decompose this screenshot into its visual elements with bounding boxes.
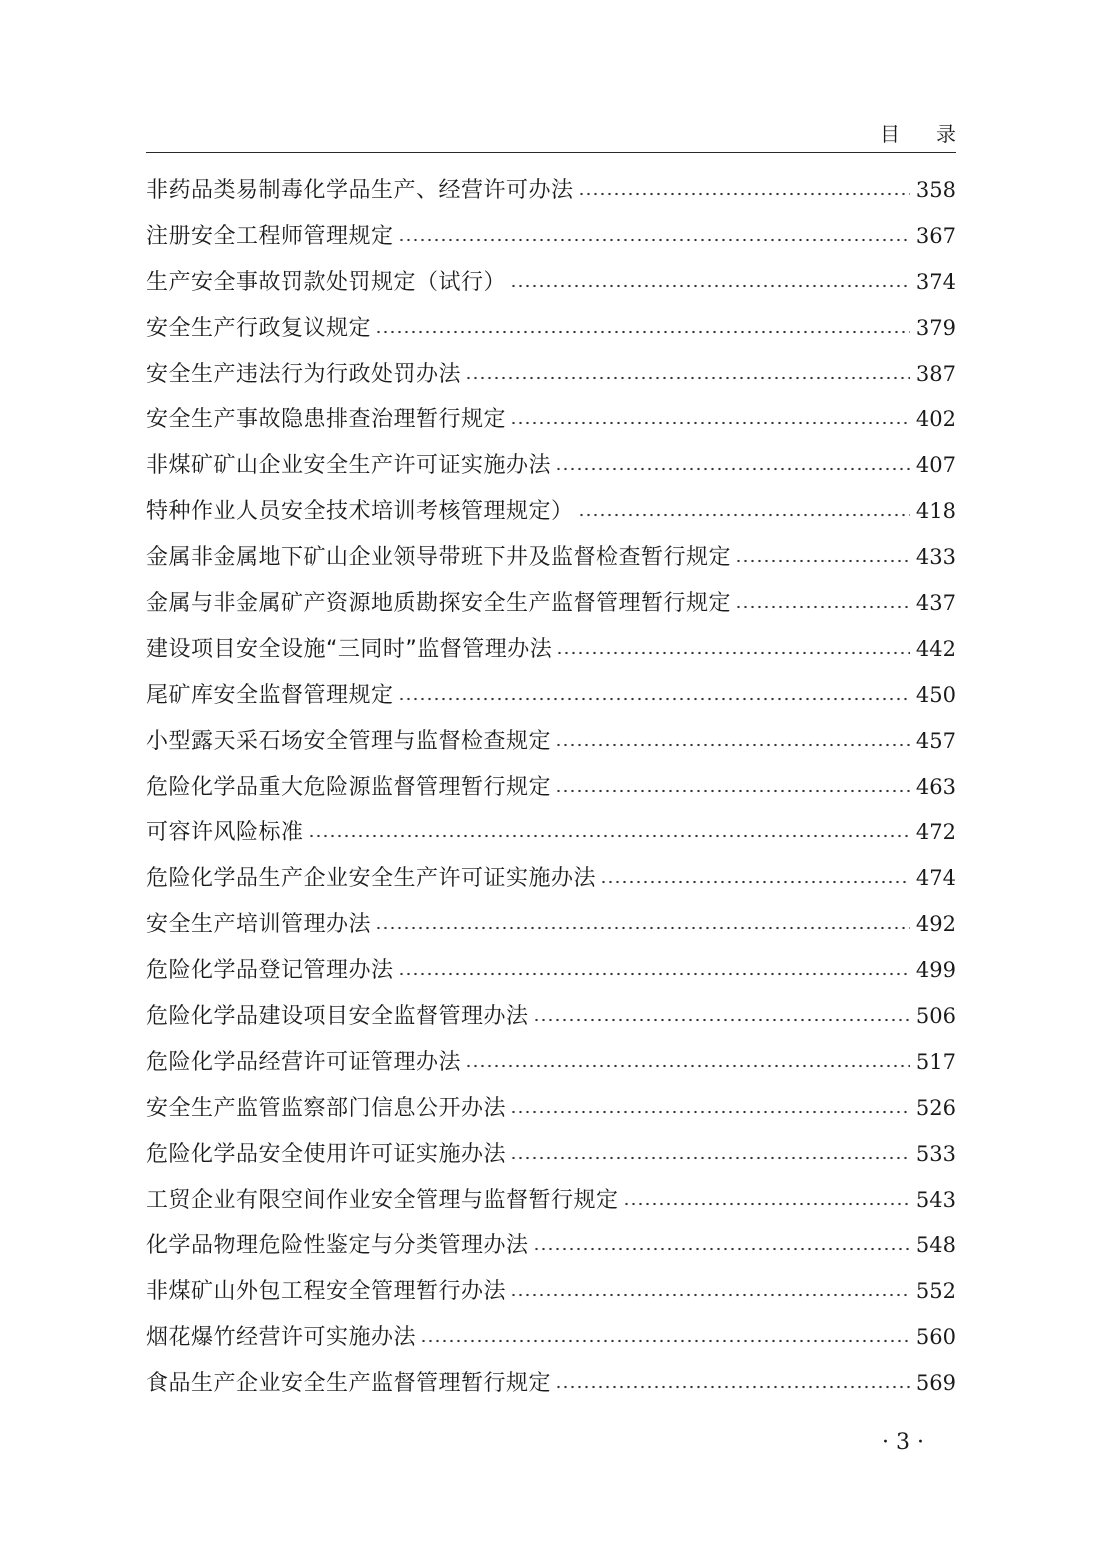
page-number: · 3 · [882, 1430, 924, 1455]
toc-entry-page: 474 [915, 866, 956, 891]
running-head-title: 目录 [880, 122, 992, 146]
dot-leader [375, 330, 910, 334]
toc-entry-page: 358 [915, 178, 956, 202]
toc-entry-title: 金属与非金属矿产资源地质勘探安全生产监督管理暂行规定 [146, 591, 732, 617]
toc-entry[interactable] [146, 168, 956, 214]
toc-entry-title: 非煤矿矿山企业安全生产许可证实施办法 [146, 453, 552, 479]
toc-entry-title: 可容许风险标准 [146, 820, 304, 846]
toc-entry[interactable] [146, 994, 956, 1040]
toc-entry-title: 危险化学品重大危险源监督管理暂行规定 [146, 774, 552, 800]
toc-entry[interactable] [146, 1361, 956, 1407]
toc-entry-title: 安全生产违法行为行政处罚办法 [146, 361, 462, 387]
toc-entry-page: 569 [915, 1371, 956, 1396]
toc-entry-title: 危险化学品安全使用许可证实施办法 [146, 1141, 507, 1167]
toc-entry[interactable] [146, 443, 956, 489]
toc-entry-title: 注册安全工程师管理规定 [146, 223, 394, 249]
toc-entry-title: 烟花爆竹经营许可实施办法 [146, 1325, 417, 1351]
toc-entry-page: 526 [915, 1095, 956, 1120]
toc-entry[interactable] [146, 535, 956, 581]
toc-entry-page: 560 [915, 1325, 956, 1350]
toc-entry[interactable] [146, 719, 956, 765]
toc-entry-page: 517 [915, 1049, 956, 1074]
dot-leader [623, 1202, 910, 1206]
toc-entry-page: 450 [915, 682, 956, 707]
toc-entry-page: 374 [915, 269, 956, 294]
dot-leader [578, 192, 910, 196]
toc-entry-page: 463 [915, 774, 956, 799]
toc-entry[interactable] [146, 765, 956, 811]
toc-entry-page: 457 [915, 728, 956, 753]
dot-leader [510, 284, 910, 288]
toc-entry-page: 387 [915, 361, 956, 386]
dot-leader [735, 605, 910, 609]
dot-leader [533, 1247, 910, 1251]
dot-leader [510, 421, 910, 425]
toc-entry[interactable] [146, 627, 956, 673]
toc-entry-page: 472 [915, 820, 956, 845]
toc-entry-title: 特种作业人员安全技术培训考核管理规定） [146, 499, 574, 525]
toc-entry-page: 437 [915, 591, 956, 616]
toc-entry[interactable] [146, 397, 956, 443]
toc-entry-title: 安全生产监管监察部门信息公开办法 [146, 1095, 507, 1121]
toc-entry-page: 499 [915, 958, 956, 983]
toc-entry-page: 367 [915, 223, 956, 248]
dot-leader [735, 559, 910, 563]
toc-entry[interactable] [146, 856, 956, 902]
toc-entry-title: 建设项目安全设施“三同时”监督管理办法 [146, 636, 553, 662]
toc-entry[interactable] [146, 902, 956, 948]
toc-entry[interactable] [146, 1132, 956, 1178]
toc-entry-page: 402 [915, 407, 956, 432]
toc-entry[interactable] [146, 948, 956, 994]
toc-entry[interactable] [146, 1086, 956, 1132]
toc-entry-title: 工贸企业有限空间作业安全管理与监督暂行规定 [146, 1187, 619, 1213]
toc-entry-page: 442 [915, 636, 956, 661]
dot-leader [420, 1339, 910, 1343]
toc-entry[interactable] [146, 810, 956, 856]
dot-leader [533, 1018, 910, 1022]
dot-leader [308, 834, 910, 838]
toc-entry-page: 379 [915, 315, 956, 340]
dot-leader [398, 697, 910, 701]
toc-entry[interactable] [146, 1315, 956, 1361]
toc-entry-title: 危险化学品登记管理办法 [146, 958, 394, 984]
dot-leader [555, 789, 910, 793]
dot-leader [510, 1110, 910, 1114]
toc-entry-title: 危险化学品经营许可证管理办法 [146, 1049, 462, 1075]
toc-entry[interactable] [146, 581, 956, 627]
toc-entry-title: 非药品类易制毒化学品生产、经营许可办法 [146, 178, 574, 203]
dot-leader [398, 972, 910, 976]
dot-leader [555, 743, 910, 747]
toc-entry-title: 生产安全事故罚款处罚规定（试行） [146, 269, 507, 295]
running-head [146, 112, 992, 153]
toc-entry[interactable] [146, 1040, 956, 1086]
dot-leader [375, 926, 910, 930]
dot-leader [465, 1064, 910, 1068]
toc-entry-title: 食品生产企业安全生产监督管理暂行规定 [146, 1371, 552, 1397]
dot-leader [510, 1293, 910, 1297]
dot-leader [465, 376, 910, 380]
toc-entry[interactable] [146, 489, 956, 535]
dot-leader [398, 238, 910, 242]
toc-entry-page: 433 [915, 545, 956, 570]
toc-entry-page: 418 [915, 499, 956, 524]
toc-entry-title: 危险化学品生产企业安全生产许可证实施办法 [146, 866, 597, 892]
toc-entry[interactable] [146, 260, 956, 306]
dot-leader [510, 1156, 910, 1160]
dot-leader [578, 513, 910, 517]
toc-entry[interactable] [146, 1178, 956, 1224]
toc-entry-page: 552 [915, 1279, 956, 1304]
toc-entry-page: 407 [915, 453, 956, 478]
toc-entry[interactable] [146, 673, 956, 719]
toc-entry-page: 548 [915, 1233, 956, 1258]
toc-entry-title: 危险化学品建设项目安全监督管理办法 [146, 1004, 529, 1030]
toc-entry[interactable] [146, 306, 956, 352]
dot-leader [555, 1385, 910, 1389]
toc-entry-title: 小型露天采石场安全管理与监督检查规定 [146, 728, 552, 754]
toc-entry-title: 安全生产行政复议规定 [146, 315, 372, 341]
toc-entry-page: 492 [915, 912, 956, 937]
toc-entry-title: 非煤矿山外包工程安全管理暂行办法 [146, 1279, 507, 1305]
toc-entry-title: 安全生产培训管理办法 [146, 912, 372, 938]
dot-leader [555, 467, 910, 471]
dot-leader [556, 651, 910, 655]
toc-entry-title: 安全生产事故隐患排查治理暂行规定 [146, 407, 507, 433]
toc-entry-title: 尾矿库安全监督管理规定 [146, 682, 394, 708]
toc-entry[interactable] [146, 352, 956, 398]
toc-entry-page: 533 [915, 1141, 956, 1166]
toc-entry[interactable] [146, 1269, 956, 1315]
toc-entry-page: 506 [915, 1004, 956, 1029]
toc-entry[interactable] [146, 214, 956, 260]
toc-entry[interactable] [146, 1223, 956, 1269]
toc-entry-title: 化学品物理危险性鉴定与分类管理办法 [146, 1233, 529, 1259]
toc-entry-title: 金属非金属地下矿山企业领导带班下井及监督检查暂行规定 [146, 545, 732, 571]
toc-entry-page: 543 [915, 1187, 956, 1212]
dot-leader [600, 880, 910, 884]
table-of-contents [146, 168, 956, 1407]
